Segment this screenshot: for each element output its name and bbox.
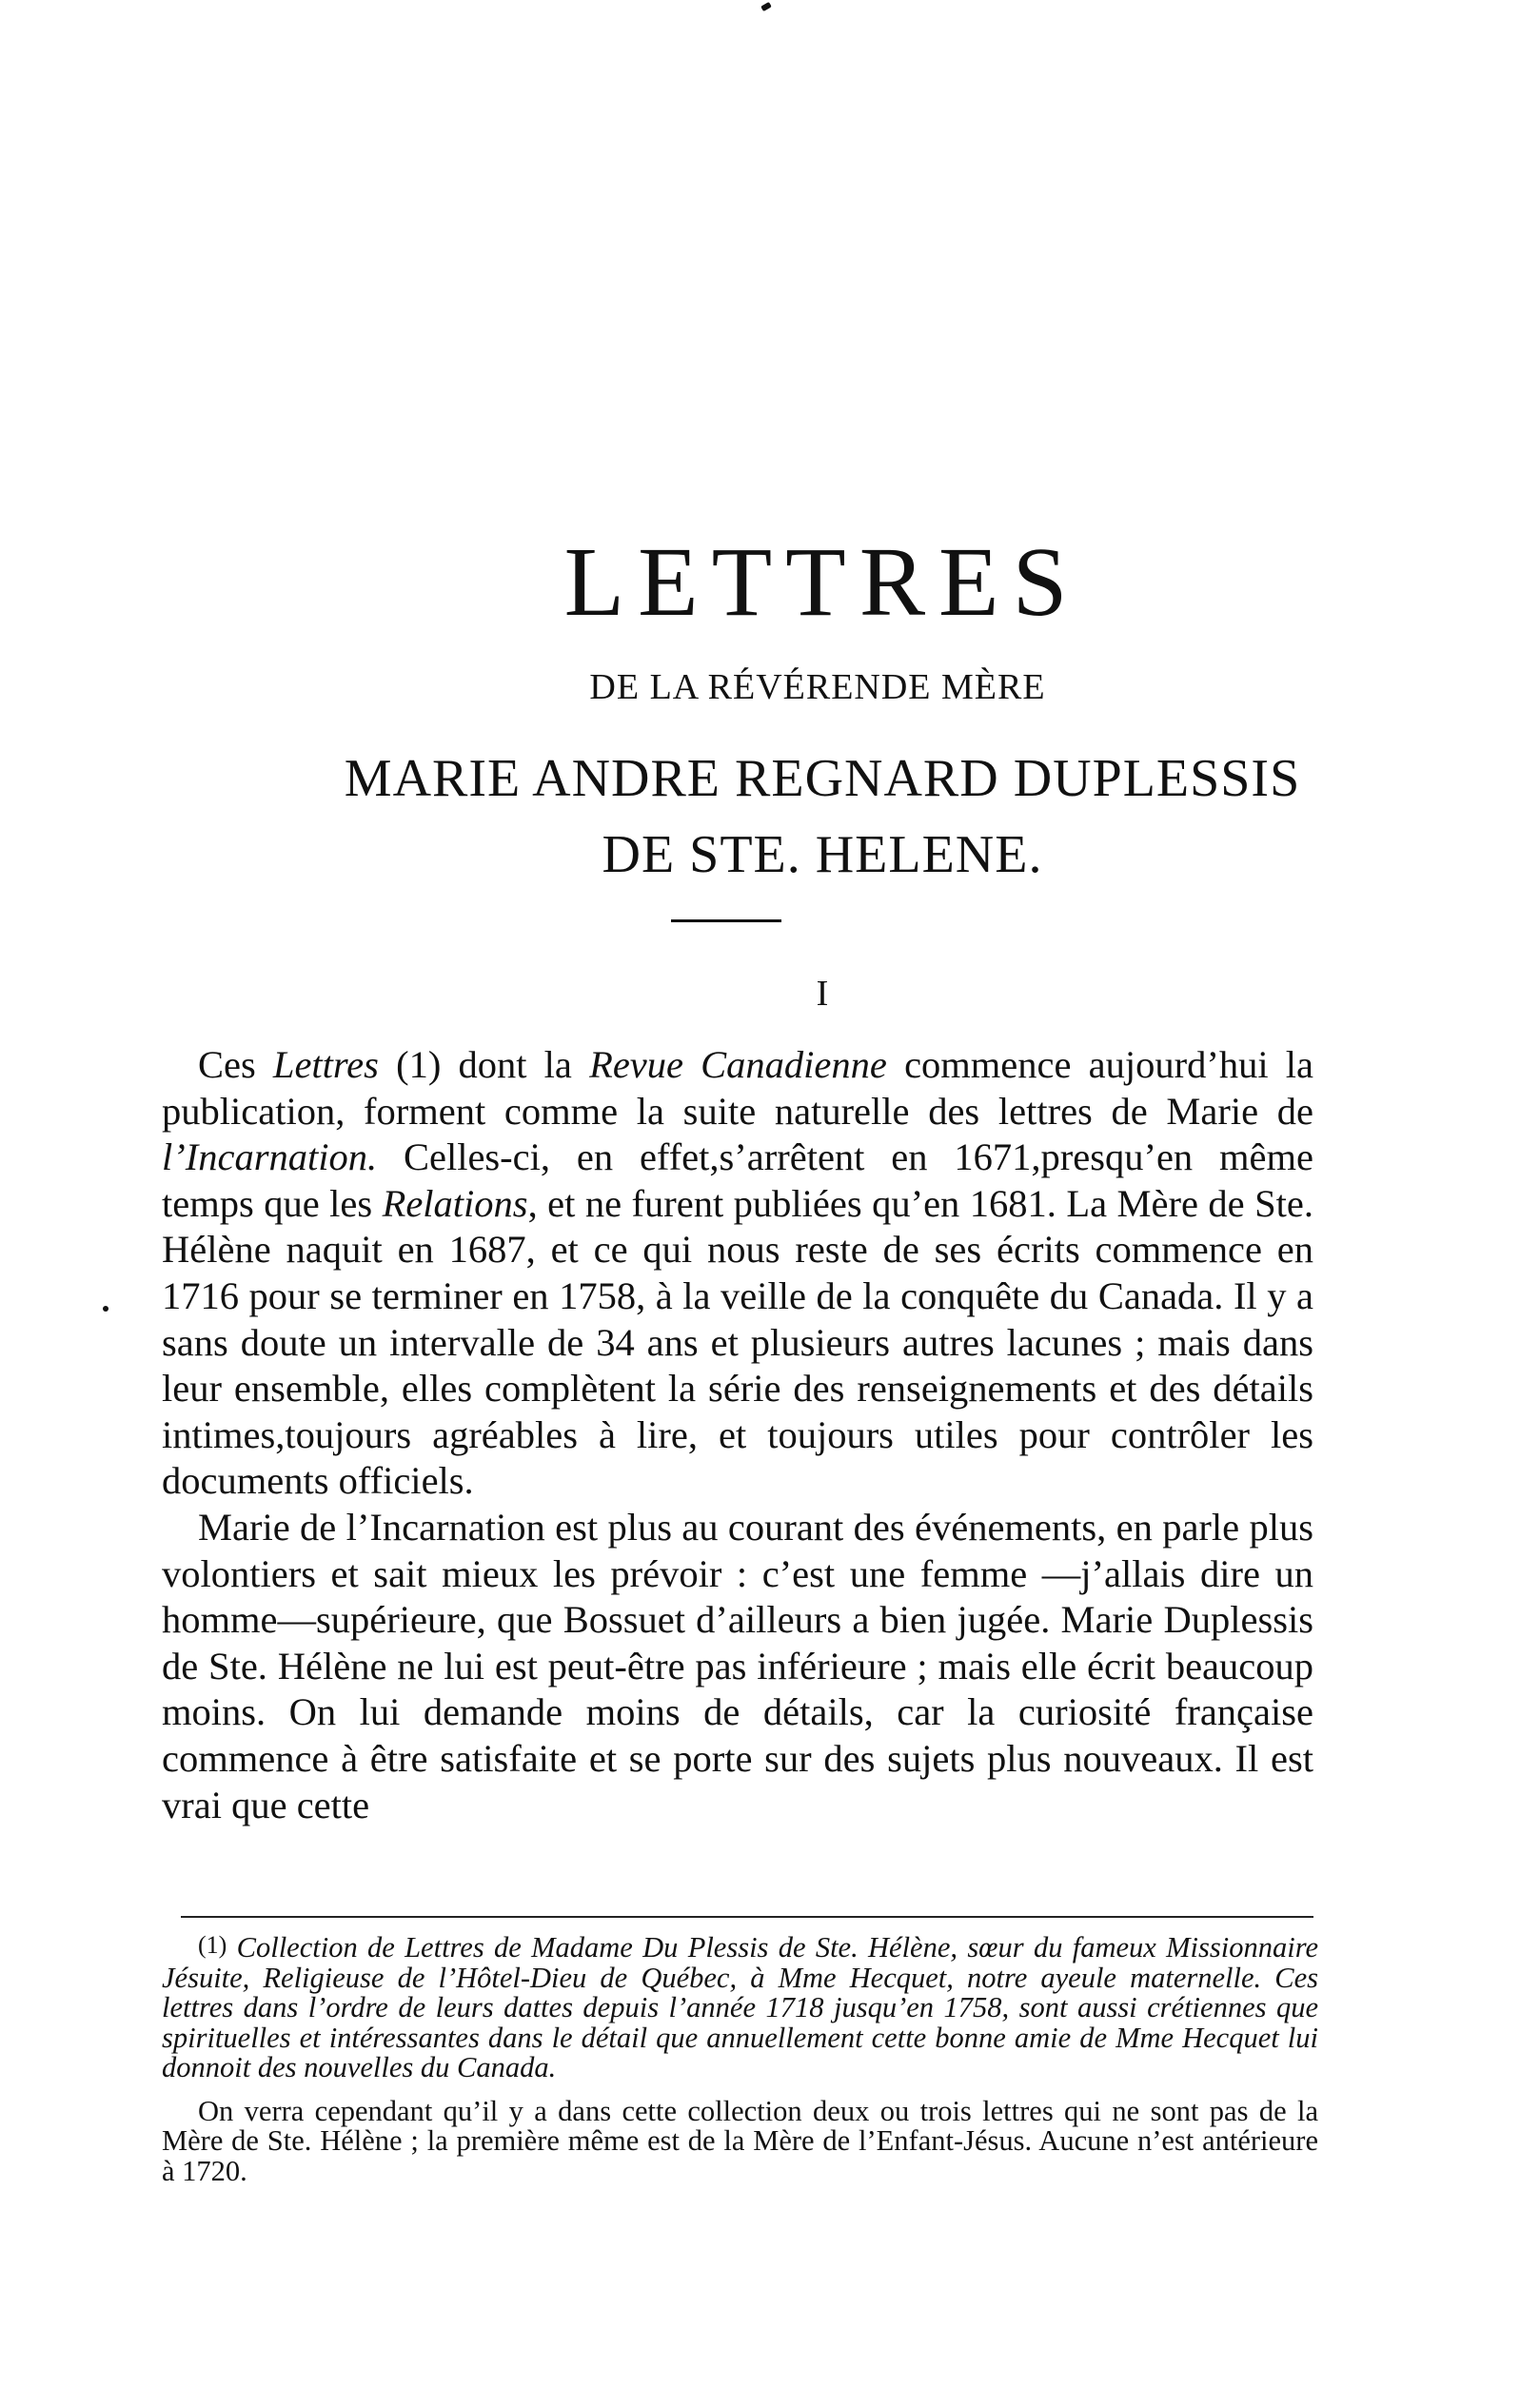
- footnote-marker: (1): [198, 1931, 227, 1959]
- paragraph-2: Marie de l’Incarnation est plus au courant des événements, en parle plus volontiers et sait mieux les prévoir : c’est une femme —j’allais dire un homme—supérieure, que Bossuet d’ailleurs a bien jugée. Marie Duplessis de Ste. Hélène ne lui est peut-être pas inférieure ; mais elle écrit beaucoup moins. On lui demande moins de détails, car la curiosité française commence à être satisfaite et se porte sur des sujets plus nouveaux. Il est vrai que cette: [162, 1505, 1313, 1826]
- paragraph-1: Ces Lettres (1) dont la Revue Canadienne commence aujourd’hui la publication, forment comme la suite naturelle des lettres de Marie de l’Incarnation. Celles-ci, en effet,s’arrêtent en 1671,presqu’en même temps que les Relations, et ne furent publiées qu’en 1681. La Mère de Ste. Hélène naquit en 1687, et ce qui nous reste de ses écrits commence en 1716 pour se terminer en 1758, à la veille de la conquête du Canada. Il y a sans doute un intervalle de 34 ans et plusieurs autres lacunes ; mais dans leur ensemble, elles complètent la série des renseignements et des détails intimes,toujours agréables à lire, et toujours utiles pour contrôler les documents officiels.: [162, 1043, 1313, 1503]
- section-number: I: [816, 974, 829, 1014]
- body-text: [162, 1042, 1313, 1828]
- margin-mark: [103, 1306, 109, 1312]
- footnote-1: (1) Collection de Lettres de Madame Du Plessis de Ste. Hélène, sœur du fameux Missionnaire Jésuite, Religieuse de l’Hôtel-Dieu de Québec, à Mme Hecquet, notre ayeule maternelle. Ces lettres dans l’ordre de leurs dattes depuis l’année 1718 jusqu’en 1758, sont aussi crétiennes que spirituelles et intéressantes dans le détail que annuellement cette bonne amie de Mme Hecquet lui donnoit des nouvelles du Canada.: [162, 1931, 1318, 2083]
- main-title: LETTRES: [563, 527, 1081, 637]
- footnote-2: On verra cependant qu’il y a dans cette collection deux ou trois lettres qui ne sont pas de la Mère de Ste. Hélène ; la première même est de la Mère de l’Enfant-Jésus. Aucune n’est antérieure à 1720.: [162, 2094, 1318, 2187]
- author-name: MARIE ANDRE REGNARD DUPLESSIS: [344, 749, 1301, 808]
- subtitle: DE LA RÉVÉRENDE MÈRE: [589, 667, 1046, 707]
- title-divider: [671, 919, 781, 922]
- footnote-divider: [181, 1916, 1313, 1918]
- footnotes: [162, 1930, 1318, 2186]
- ink-mark: [760, 2, 772, 11]
- author-name-continued: DE STE. HELENE.: [602, 825, 1043, 884]
